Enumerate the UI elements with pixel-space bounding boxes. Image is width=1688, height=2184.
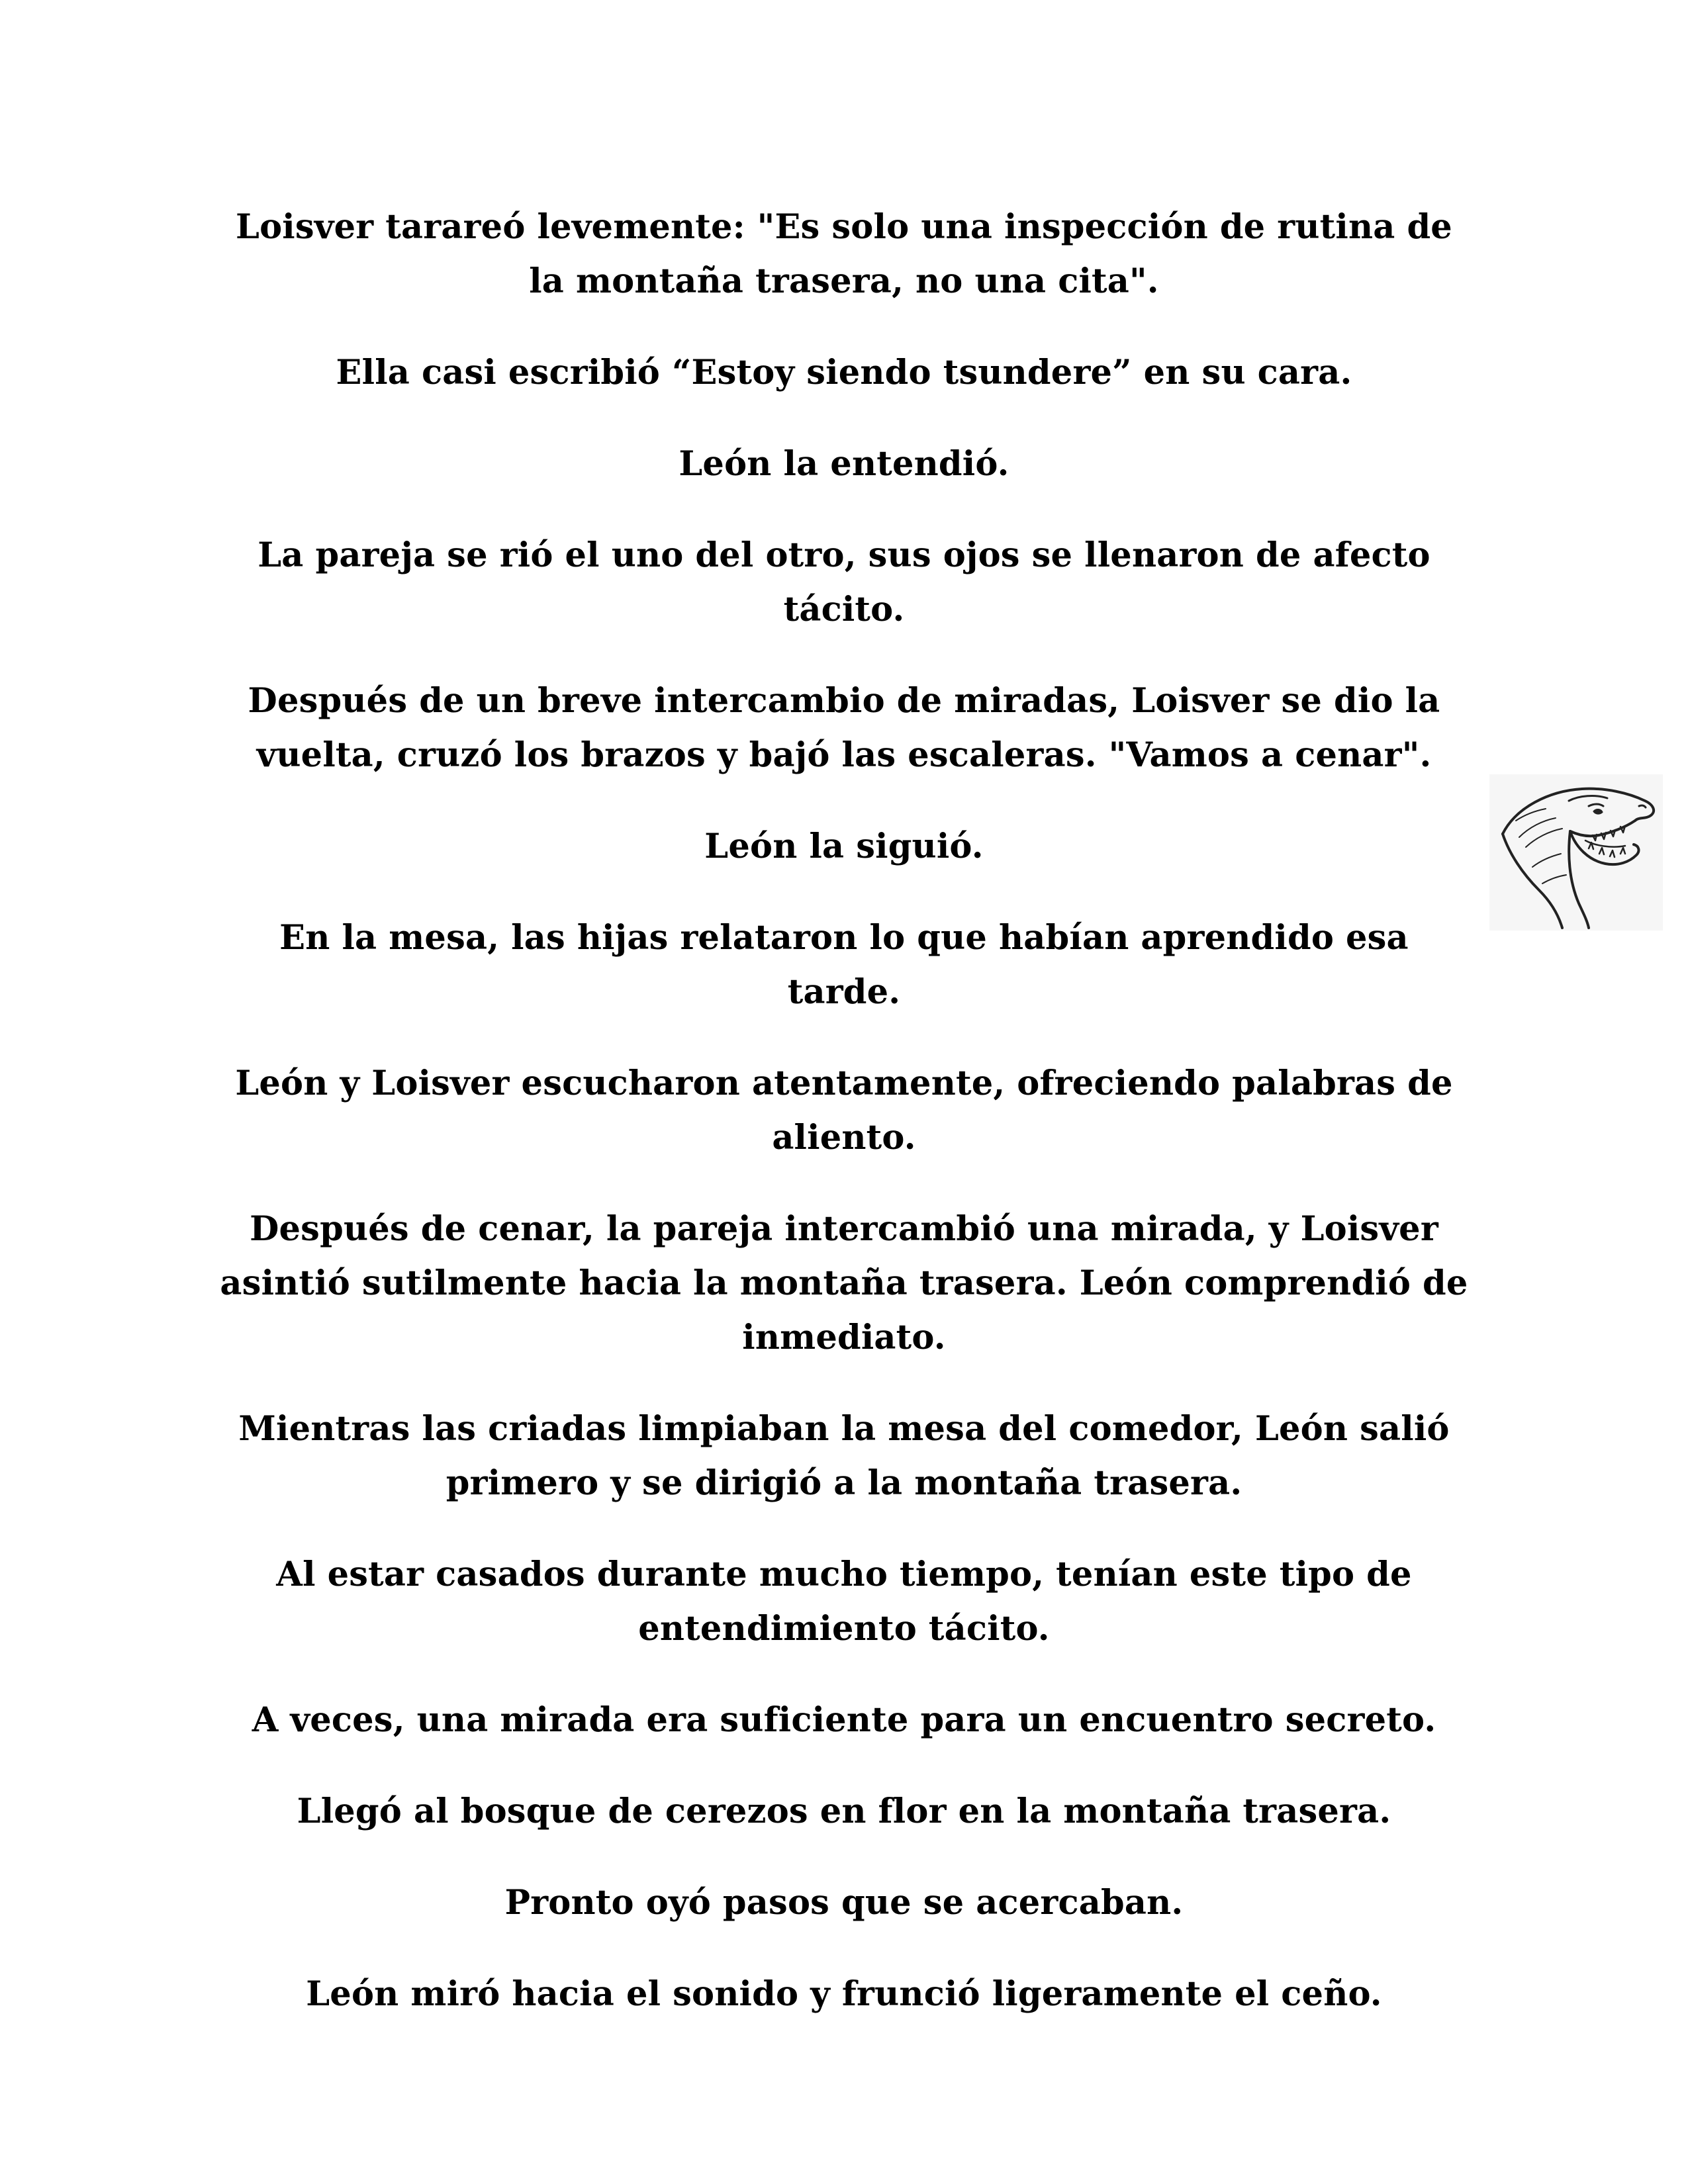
text-column (218, 200, 1470, 2058)
paragraph: Llegó al bosque de cerezos en flor en la montaña trasera. (297, 1792, 1391, 1831)
paragraph: León la entendió. (679, 444, 1009, 484)
paragraph: Ella casi escribió “Estoy siendo tsundere” en su cara. (336, 353, 1352, 392)
paragraph: Después de cenar, la pareja intercambió una mirada, y Loisver asintió sutilmente hacia la montaña trasera. León comprendió de inmediato. (220, 1209, 1468, 1357)
paragraph: León y Loisver escucharon atentamente, ofreciendo palabras de aliento. (235, 1064, 1453, 1158)
paragraph: León la siguió. (704, 827, 984, 866)
paragraph: Al estar casados durante mucho tiempo, tenían este tipo de entendimiento tácito. (276, 1555, 1412, 1649)
paragraph: En la mesa, las hijas relataron lo que habían aprendido esa tarde. (279, 918, 1409, 1012)
paragraph: A veces, una mirada era suficiente para un encuentro secreto. (252, 1700, 1436, 1740)
paragraph: Mientras las criadas limpiaban la mesa del comedor, León salió primero y se dirigió a la montaña trasera. (238, 1409, 1450, 1503)
paragraph: La pareja se rió el uno del otro, sus ojos se llenaron de afecto tácito. (258, 535, 1430, 629)
paragraph: Pronto oyó pasos que se acercaban. (504, 1883, 1184, 1923)
paragraph: León miró hacia el sonido y frunció ligeramente el ceño. (306, 1974, 1382, 2014)
paragraph: Después de un breve intercambio de miradas, Loisver se dio la vuelta, cruzó los brazos y bajó las escaleras. "Vamos a cenar". (248, 681, 1440, 775)
paragraph: Loisver tarareó levemente: "Es solo una inspección de rutina de la montaña trasera, no una cita". (236, 207, 1452, 301)
dinosaur-sketch-icon (1489, 774, 1663, 931)
